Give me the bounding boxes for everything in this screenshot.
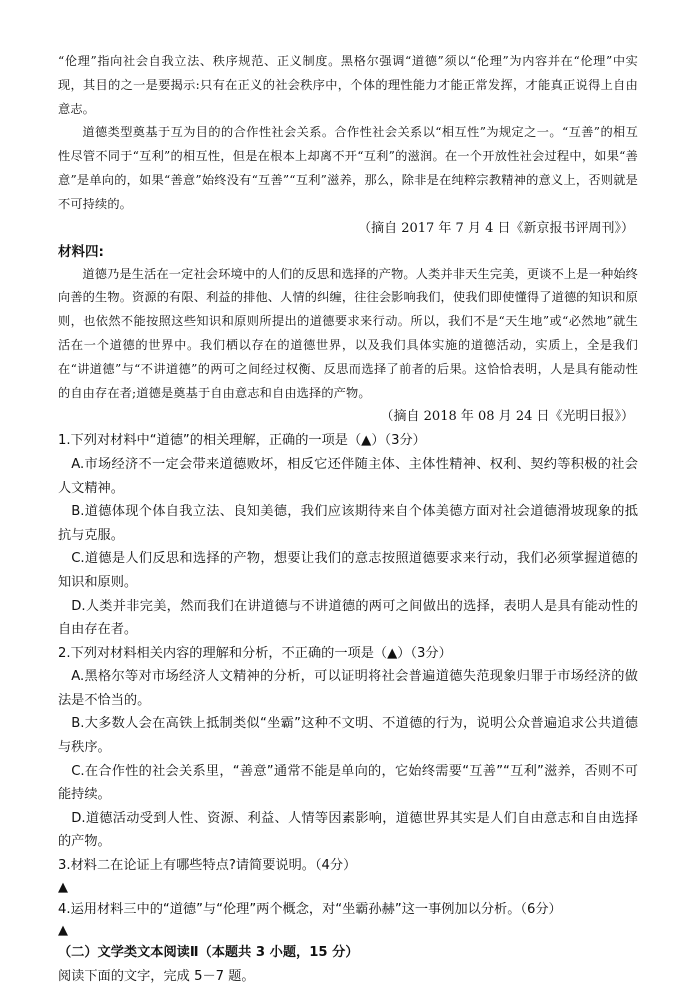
question-1-option-a: A.市场经济不一定会带来道德败坏，相反它还伴随主体、主体性精神、权利、契约等积极的社会人文精神。 xyxy=(58,456,638,496)
question-2-option-a: A.黑格尔等对市场经济人文精神的分析，可以证明将社会普遍道德失范现象归罪于市场经济的做法是不恰当的。 xyxy=(58,669,638,708)
question-1-option-d: D.人类并非完美，然而我们在讲道德与不讲道德的两可之间做出的选择，表明人是具有能动性的自由存在者。 xyxy=(58,598,638,638)
literary-reading-section xyxy=(58,941,638,989)
question-3-answer-area[interactable]: ▲ xyxy=(58,879,68,895)
question-2-stem: 2.下列对材料相关内容的理解和分析，不正确的一项是（▲）（3分） xyxy=(58,645,452,661)
question-1-option-c: C.道德是人们反思和选择的产物，想要让我们的意志按照道德要求来行动，我们必须掌握道德的知识和原则。 xyxy=(58,551,638,590)
question-3-stem: 3.材料二在论证上有哪些特点?请简要说明。（4分） xyxy=(58,858,357,874)
question-1 xyxy=(58,429,638,641)
material-three-paragraph-2: 道德类型奠基于互为目的的合作性社会关系。合作性社会关系以“相互性”为规定之一。“互善”的相互性尽管不同于“互利”的相互性，但是在根本上却离不开“互利”的滋润。在一个开放性社会过程中，如果“善意”是单向的，如果“善意”始终没有“互善”“互利”滋养，那么，除非是在纯粹宗教精神的意义上，否则就是不可持续的。 xyxy=(58,125,638,211)
question-4-answer-area[interactable]: ▲ xyxy=(58,923,68,939)
material-four xyxy=(58,241,638,430)
material-three-source: （摘自 2017 年 7 月 4 日《新京报书评周刊》） xyxy=(358,220,634,236)
question-1-stem: 1.下列对材料中“道德”的相关理解，正确的一项是（▲）（3分） xyxy=(58,433,426,449)
question-2-option-b: B.大多数人会在高铁上抵制类似“坐霸”这种不文明、不道德的行为，说明公众普遍追求公共道德与秩序。 xyxy=(58,716,638,756)
material-three-continuation xyxy=(58,50,638,241)
question-2-option-c: C.在合作性的社会关系里，“善意”通常不能是单向的，它始终需要“互善”“互利”滋养，否则不可能持续。 xyxy=(58,763,638,803)
material-four-title: 材料四: xyxy=(58,243,104,260)
question-2 xyxy=(58,642,638,854)
section-title: （二）文学类文本阅读Ⅱ（本题共 3 小题，15 分） xyxy=(58,945,359,961)
question-2-option-d: D.道德活动受到人性、资源、利益、人情等因素影响，道德世界其实是人们自由意志和自由选择的产物。 xyxy=(58,810,638,850)
question-1-option-b: B.道德体现个体自我立法、良知美德，我们应该期待来自个体美德方面对社会道德滑坡现象的抵抗与克服。 xyxy=(58,504,638,543)
material-four-paragraph: 道德乃是生活在一定社会环境中的人们的反思和选择的产物。人类并非天生完美，更谈不上是一种始终向善的生物。资源的有限、利益的排他、人情的纠缠，往往会影响我们，使我们即使懂得了道德的知识和原则，也依然不能按照这些知识和原则所提出的道德要求来行动。所以，我们不是“天生地”或“必然地”就生活在一个道德的世界中。我们栖以存在的道德世界，以及我们具体实施的道德活动，实质上，全是我们在“讲道德”与“不讲道德”的两可之间经过权衡、反思而选择了前者的后果。这恰恰表明，人是具有能动性的自由存在者;道德是奠基于自由意志和自由选择的产物。 xyxy=(58,266,638,400)
question-4-stem: 4.运用材料三中的“道德”与“伦理”两个概念，对“坐霸孙赫”这一事例加以分析。（6分） xyxy=(58,901,562,917)
exam-page xyxy=(58,50,638,989)
question-4 xyxy=(58,898,638,942)
question-3 xyxy=(58,854,638,898)
section-intro: 阅读下面的文字，完成 5－7 题。 xyxy=(58,969,255,985)
material-three-paragraph-1: “伦理”指向社会自我立法、秩序规范、正义制度。黑格尔强调“道德”须以“伦理”为内容并在“伦理”中实现，其目的之一是要揭示:只有在正义的社会秩序中，个体的理性能力才能正常发挥，才能真正说得上自由意志。 xyxy=(58,54,638,116)
material-four-source: （摘自 2018 年 08 月 24 日《光明日报》） xyxy=(380,409,634,425)
